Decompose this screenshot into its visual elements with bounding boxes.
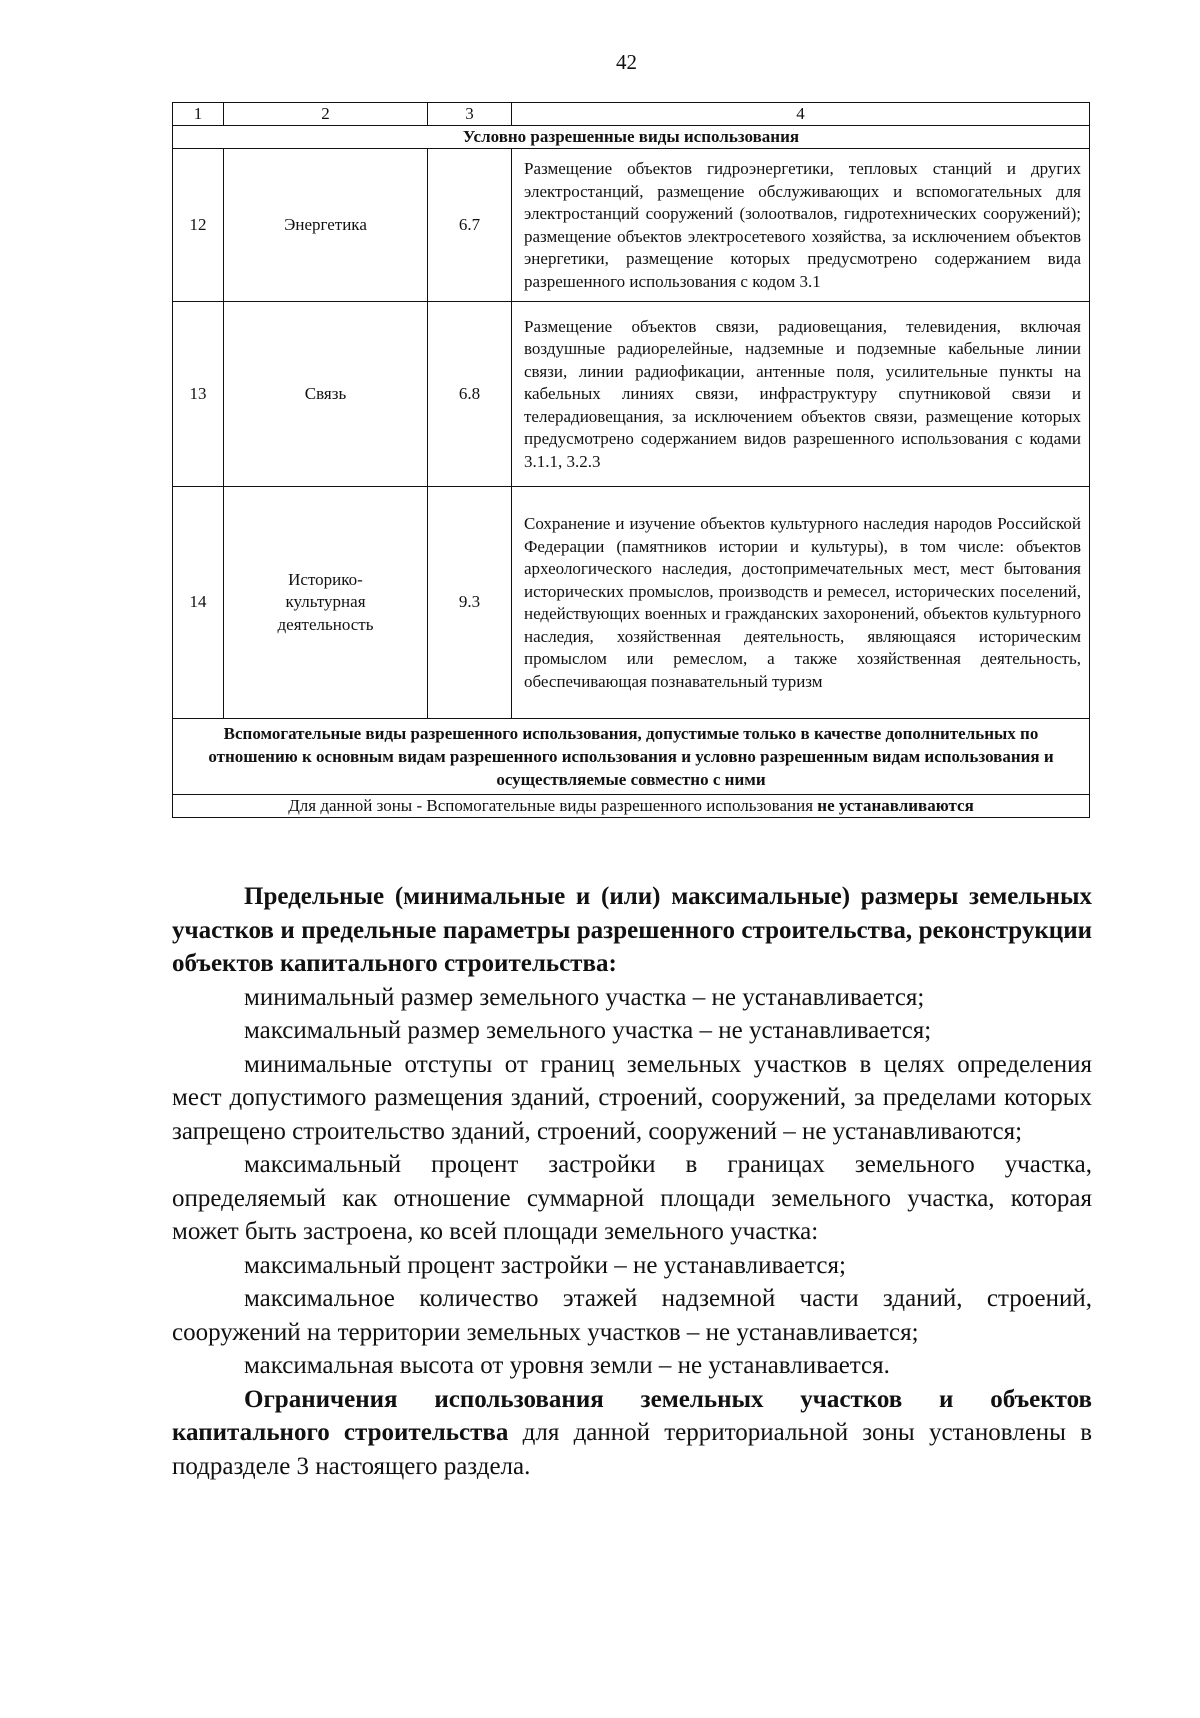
column-header: 3 [428, 103, 512, 126]
use-name: Энергетика [224, 149, 428, 302]
limit-item: максимальная высота от уровня земли – не устанавливается. [244, 1352, 890, 1379]
restriction-bold: Ограничения использования земельных участков и объектов капитального строительства [172, 1385, 1092, 1446]
section-title-auxiliary: Вспомогательные виды разрешенного использования, допустимые только в качестве дополнительных по отношению к основным видам разрешенного использования и условно разрешенным видам использования и осуществляемые совместно с ними [173, 719, 1090, 795]
limits-section [172, 880, 1092, 1483]
use-description-text: Размещение объектов гидроэнергетики, тепловых станций и других электростанций, размещение обслуживающих и вспомогательных для электростанций сооружений (золоотвалов, гидротехнических сооружений); размещение объектов электросетевого хозяйства, за исключением объектов энергетики, размещение которых предусмотрено содержанием вида разрешенного использования с кодом 3.1 [524, 159, 1081, 291]
limit-item: максимальный процент застройки в границах земельного участка, определяемый как отношение суммарной площади земельного участка, которая может быть застроена, ко всей площади земельного участка: [172, 1151, 1092, 1245]
use-code: 9.3 [428, 487, 512, 719]
use-description [512, 149, 1090, 302]
table-header-row [173, 103, 1090, 126]
use-description [512, 487, 1090, 719]
use-code: 6.8 [428, 302, 512, 487]
table-row [173, 487, 1090, 719]
row-number: 12 [173, 149, 224, 302]
use-code: 6.7 [428, 149, 512, 302]
restriction-text: для данной территориальной зоны установлены в подразделе 3 настоящего раздела. [172, 1419, 1092, 1480]
limit-item: максимальный размер земельного участка – не устанавливается; [244, 1017, 932, 1044]
use-description-text: Размещение объектов связи, радиовещания, телевидения, включая воздушные радиорелейные, надземные и подземные кабельные линии связи, линии радиофикации, антенные поля, усилительные пункты на кабельных линиях связи, инфраструктуру спутниковой связи и телерадиовещания, за исключением объектов связи, размещение которых предусмотрено содержанием видов разрешенного использования с кодами 3.1.1, 3.2.3 [524, 316, 1081, 471]
page-number: 42 [616, 50, 637, 74]
limit-item: минимальные отступы от границ земельных участков в целях определения мест допустимого размещения зданий, строений, сооружений, за пределами которых запрещено строительство зданий, строений, сооружений – не устанавливаются; [172, 1050, 1092, 1145]
section-title-conditional: Условно разрешенные виды использования [173, 126, 1090, 149]
restriction-paragraph [172, 1383, 1092, 1484]
land-use-table [172, 102, 1090, 818]
column-header: 1 [173, 103, 224, 126]
column-header: 2 [224, 103, 428, 126]
row-number: 13 [173, 302, 224, 487]
section-row-auxiliary [173, 719, 1090, 795]
limit-item: максимальное количество этажей надземной части зданий, строений, сооружений на территории земельных участков – не устанавливается; [172, 1285, 1092, 1346]
use-description-text: Сохранение и изучение объектов культурного наследия народов Российской Федерации (памятников истории и культуры), в том числе: объектов археологического наследия, достопримечательных мест, мест бытования исторических промыслов, производств и ремесел, исторических поселений, недействующих военных и гражданских захоронений, объектов культурного наследия, хозяйственная деятельность, являющаяся историческим промыслом или ремеслом, а также хозяйственная деятельность, обеспечивающая познавательный туризм [524, 514, 1081, 691]
row-number: 14 [173, 487, 224, 719]
section-row-conditional [173, 126, 1090, 149]
column-header: 4 [512, 103, 1090, 126]
use-name: Связь [224, 302, 428, 487]
limit-item: максимальный процент застройки – не устанавливается; [244, 1251, 846, 1279]
use-description [512, 302, 1090, 487]
use-name: Историко-культурная деятельность [224, 487, 428, 719]
limit-item: минимальный размер земельного участка – не устанавливается; [244, 983, 925, 1011]
aux-note-bold: не устанавливаются [817, 796, 974, 815]
aux-note-row [173, 795, 1090, 818]
table-row [173, 302, 1090, 487]
table-row [173, 149, 1090, 302]
aux-note [173, 795, 1090, 818]
limits-heading: Предельные (минимальные и (или) максимальные) размеры земельных участков и предельные параметры разрешенного строительства, реконструкции объектов капитального строительства: [172, 883, 1092, 977]
aux-note-text: Для данной зоны - Вспомогательные виды разрешенного использования [288, 796, 818, 815]
